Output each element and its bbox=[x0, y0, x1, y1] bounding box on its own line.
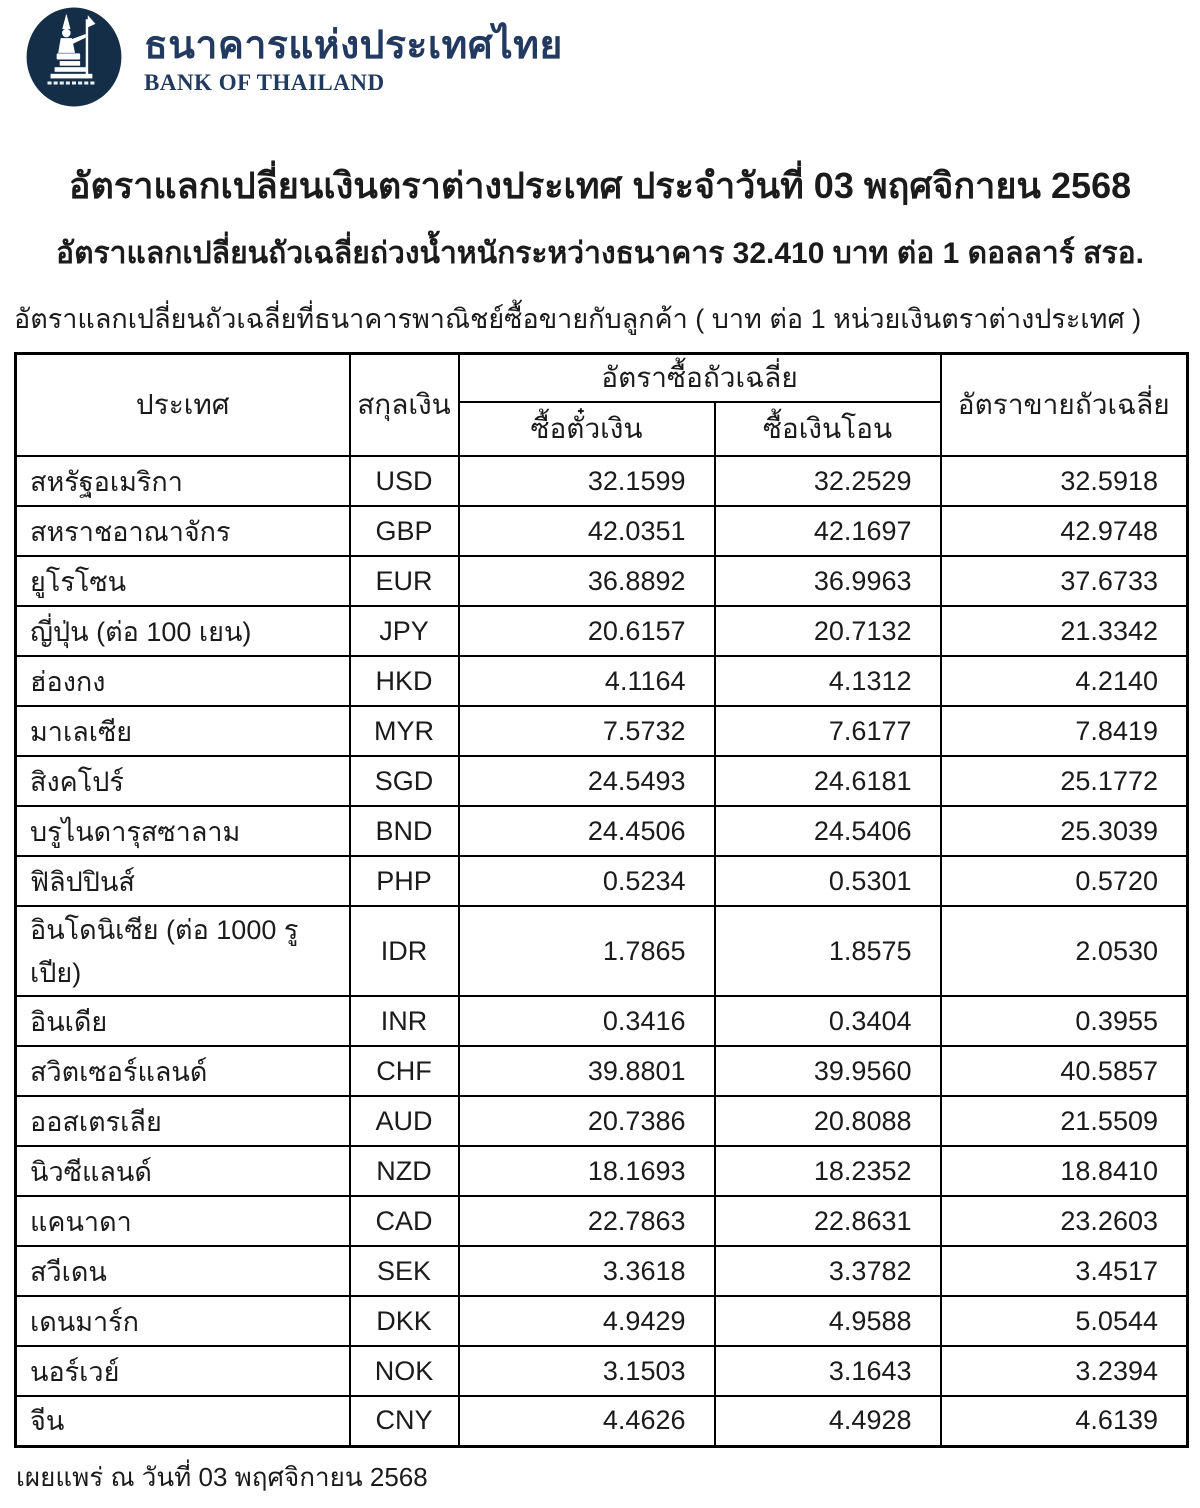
sell-rate-cell: 23.2603 bbox=[941, 1196, 1188, 1246]
column-header-selling: อัตราขายถัวเฉลี่ย bbox=[941, 354, 1188, 457]
sell-rate-cell: 2.0530 bbox=[941, 906, 1188, 996]
table-row bbox=[16, 456, 1188, 506]
currency-code-cell: BND bbox=[350, 806, 459, 856]
sell-rate-cell: 5.0544 bbox=[941, 1296, 1188, 1346]
table-row bbox=[16, 656, 1188, 706]
currency-code-cell: SGD bbox=[350, 756, 459, 806]
buy-sight-cell: 32.1599 bbox=[459, 456, 715, 506]
country-cell: อินโดนิเซีย (ต่อ 1000 รูเปีย) bbox=[16, 906, 350, 996]
bank-of-thailand-logo bbox=[20, 6, 128, 113]
buy-transfer-cell: 24.5406 bbox=[715, 806, 941, 856]
buy-transfer-cell: 20.7132 bbox=[715, 606, 941, 656]
buy-sight-cell: 24.4506 bbox=[459, 806, 715, 856]
buy-transfer-cell: 22.8631 bbox=[715, 1196, 941, 1246]
page-title: อัตราแลกเปลี่ยนเงินตราต่างประเทศ ประจำวันที่ 03 พฤศจิกายน 2568 bbox=[68, 165, 1132, 206]
buy-sight-cell: 0.3416 bbox=[459, 996, 715, 1046]
buy-sight-cell: 42.0351 bbox=[459, 506, 715, 556]
buy-transfer-cell: 18.2352 bbox=[715, 1146, 941, 1196]
table-row bbox=[16, 1396, 1188, 1446]
bank-emblem-icon bbox=[20, 95, 128, 112]
sell-rate-cell: 42.9748 bbox=[941, 506, 1188, 556]
table-row bbox=[16, 1296, 1188, 1346]
table-row bbox=[16, 606, 1188, 656]
buy-transfer-cell: 3.3782 bbox=[715, 1246, 941, 1296]
sell-rate-cell: 21.3342 bbox=[941, 606, 1188, 656]
sell-rate-cell: 21.5509 bbox=[941, 1096, 1188, 1146]
table-row bbox=[16, 906, 1188, 996]
table-row bbox=[16, 1046, 1188, 1096]
currency-code-cell: GBP bbox=[350, 506, 459, 556]
country-cell: มาเลเซีย bbox=[16, 706, 350, 756]
table-caption: อัตราแลกเปลี่ยนถัวเฉลี่ยที่ธนาคารพาณิชย์ซื้อขายกับลูกค้า ( บาท ต่อ 1 หน่วยเงินตราต่างประเทศ ) bbox=[14, 304, 1142, 334]
buy-transfer-cell: 7.6177 bbox=[715, 706, 941, 756]
country-cell: ฮ่องกง bbox=[16, 656, 350, 706]
buy-transfer-cell: 32.2529 bbox=[715, 456, 941, 506]
country-cell: จีน bbox=[16, 1396, 350, 1446]
sell-rate-cell: 4.2140 bbox=[941, 656, 1188, 706]
country-cell: ญี่ปุ่น (ต่อ 100 เยน) bbox=[16, 606, 350, 656]
table-row bbox=[16, 856, 1188, 906]
country-cell: อินเดีย bbox=[16, 996, 350, 1046]
brand-text bbox=[128, 6, 563, 96]
currency-code-cell: CHF bbox=[350, 1046, 459, 1096]
table-row bbox=[16, 1096, 1188, 1146]
buy-sight-cell: 39.8801 bbox=[459, 1046, 715, 1096]
country-cell: ฟิลิปปินส์ bbox=[16, 856, 350, 906]
column-header-buying-sight: ซื้อตั๋วเงิน bbox=[459, 402, 715, 456]
buy-transfer-cell: 20.8088 bbox=[715, 1096, 941, 1146]
country-cell: เดนมาร์ก bbox=[16, 1296, 350, 1346]
sell-rate-cell: 40.5857 bbox=[941, 1046, 1188, 1096]
table-row bbox=[16, 1346, 1188, 1396]
currency-code-cell: MYR bbox=[350, 706, 459, 756]
table-row bbox=[16, 756, 1188, 806]
country-cell: บรูไนดารุสซาลาม bbox=[16, 806, 350, 856]
buy-sight-cell: 7.5732 bbox=[459, 706, 715, 756]
buy-transfer-cell: 24.6181 bbox=[715, 756, 941, 806]
buy-sight-cell: 3.1503 bbox=[459, 1346, 715, 1396]
rates-table-body bbox=[16, 456, 1188, 1446]
currency-code-cell: JPY bbox=[350, 606, 459, 656]
currency-code-cell: AUD bbox=[350, 1096, 459, 1146]
buy-sight-cell: 20.7386 bbox=[459, 1096, 715, 1146]
country-cell: สหราชอาณาจักร bbox=[16, 506, 350, 556]
buy-sight-cell: 4.9429 bbox=[459, 1296, 715, 1346]
buy-sight-cell: 18.1693 bbox=[459, 1146, 715, 1196]
buy-sight-cell: 20.6157 bbox=[459, 606, 715, 656]
table-row bbox=[16, 506, 1188, 556]
header-row-1 bbox=[16, 354, 1188, 403]
buy-sight-cell: 36.8892 bbox=[459, 556, 715, 606]
sell-rate-cell: 18.8410 bbox=[941, 1146, 1188, 1196]
currency-code-cell: USD bbox=[350, 456, 459, 506]
buy-transfer-cell: 4.4928 bbox=[715, 1396, 941, 1446]
exchange-rates-table bbox=[14, 352, 1189, 1448]
table-row bbox=[16, 1196, 1188, 1246]
buy-transfer-cell: 0.3404 bbox=[715, 996, 941, 1046]
buy-sight-cell: 0.5234 bbox=[459, 856, 715, 906]
brand-header bbox=[0, 0, 1200, 113]
country-cell: ยูโรโซน bbox=[16, 556, 350, 606]
buy-transfer-cell: 36.9963 bbox=[715, 556, 941, 606]
table-row bbox=[16, 996, 1188, 1046]
currency-code-cell: CNY bbox=[350, 1396, 459, 1446]
buy-sight-cell: 4.1164 bbox=[459, 656, 715, 706]
country-cell: สิงคโปร์ bbox=[16, 756, 350, 806]
currency-code-cell: IDR bbox=[350, 906, 459, 996]
buy-sight-cell: 22.7863 bbox=[459, 1196, 715, 1246]
buy-transfer-cell: 39.9560 bbox=[715, 1046, 941, 1096]
buy-sight-cell: 24.5493 bbox=[459, 756, 715, 806]
sell-rate-cell: 0.3955 bbox=[941, 996, 1188, 1046]
currency-code-cell: CAD bbox=[350, 1196, 459, 1246]
buy-sight-cell: 4.4626 bbox=[459, 1396, 715, 1446]
table-row bbox=[16, 1246, 1188, 1296]
currency-code-cell: EUR bbox=[350, 556, 459, 606]
buy-transfer-cell: 4.1312 bbox=[715, 656, 941, 706]
currency-code-cell: DKK bbox=[350, 1296, 459, 1346]
table-row bbox=[16, 556, 1188, 606]
buy-transfer-cell: 4.9588 bbox=[715, 1296, 941, 1346]
table-row bbox=[16, 706, 1188, 756]
buy-transfer-cell: 0.5301 bbox=[715, 856, 941, 906]
sell-rate-cell: 0.5720 bbox=[941, 856, 1188, 906]
column-header-buying-group: อัตราซื้อถัวเฉลี่ย bbox=[459, 354, 941, 403]
currency-code-cell: HKD bbox=[350, 656, 459, 706]
country-cell: ออสเตรเลีย bbox=[16, 1096, 350, 1146]
sell-rate-cell: 37.6733 bbox=[941, 556, 1188, 606]
country-cell: สวิตเซอร์แลนด์ bbox=[16, 1046, 350, 1096]
currency-code-cell: NZD bbox=[350, 1146, 459, 1196]
buy-sight-cell: 1.7865 bbox=[459, 906, 715, 996]
buy-transfer-cell: 42.1697 bbox=[715, 506, 941, 556]
interbank-rate-subtitle: อัตราแลกเปลี่ยนถัวเฉลี่ยถ่วงน้ำหนักระหว่างธนาคาร 32.410 บาท ต่อ 1 ดอลลาร์ สรอ. bbox=[56, 237, 1144, 270]
sell-rate-cell: 3.2394 bbox=[941, 1346, 1188, 1396]
buy-transfer-cell: 3.1643 bbox=[715, 1346, 941, 1396]
currency-code-cell: SEK bbox=[350, 1246, 459, 1296]
column-header-buying-transfer: ซื้อเงินโอน bbox=[715, 402, 941, 456]
currency-code-cell: NOK bbox=[350, 1346, 459, 1396]
buy-sight-cell: 3.3618 bbox=[459, 1246, 715, 1296]
country-cell: นอร์เวย์ bbox=[16, 1346, 350, 1396]
sell-rate-cell: 7.8419 bbox=[941, 706, 1188, 756]
table-row bbox=[16, 806, 1188, 856]
buy-transfer-cell: 1.8575 bbox=[715, 906, 941, 996]
country-cell: แคนาดา bbox=[16, 1196, 350, 1246]
sell-rate-cell: 25.3039 bbox=[941, 806, 1188, 856]
column-header-currency: สกุลเงิน bbox=[350, 354, 459, 457]
table-row bbox=[16, 1146, 1188, 1196]
country-cell: สหรัฐอเมริกา bbox=[16, 456, 350, 506]
sell-rate-cell: 25.1772 bbox=[941, 756, 1188, 806]
bank-name-english: BANK OF THAILAND bbox=[144, 69, 385, 95]
sell-rate-cell: 3.4517 bbox=[941, 1246, 1188, 1296]
column-header-country: ประเทศ bbox=[16, 354, 350, 457]
publish-date-footer: เผยแพร่ ณ วันที่ 03 พฤศจิกายน 2568 bbox=[16, 1461, 428, 1492]
sell-rate-cell: 32.5918 bbox=[941, 456, 1188, 506]
country-cell: นิวซีแลนด์ bbox=[16, 1146, 350, 1196]
table-header bbox=[16, 354, 1188, 457]
country-cell: สวีเดน bbox=[16, 1246, 350, 1296]
currency-code-cell: PHP bbox=[350, 856, 459, 906]
bank-name-thai: ธนาคารแห่งประเทศไทย bbox=[144, 24, 563, 67]
sell-rate-cell: 4.6139 bbox=[941, 1396, 1188, 1446]
currency-code-cell: INR bbox=[350, 996, 459, 1046]
